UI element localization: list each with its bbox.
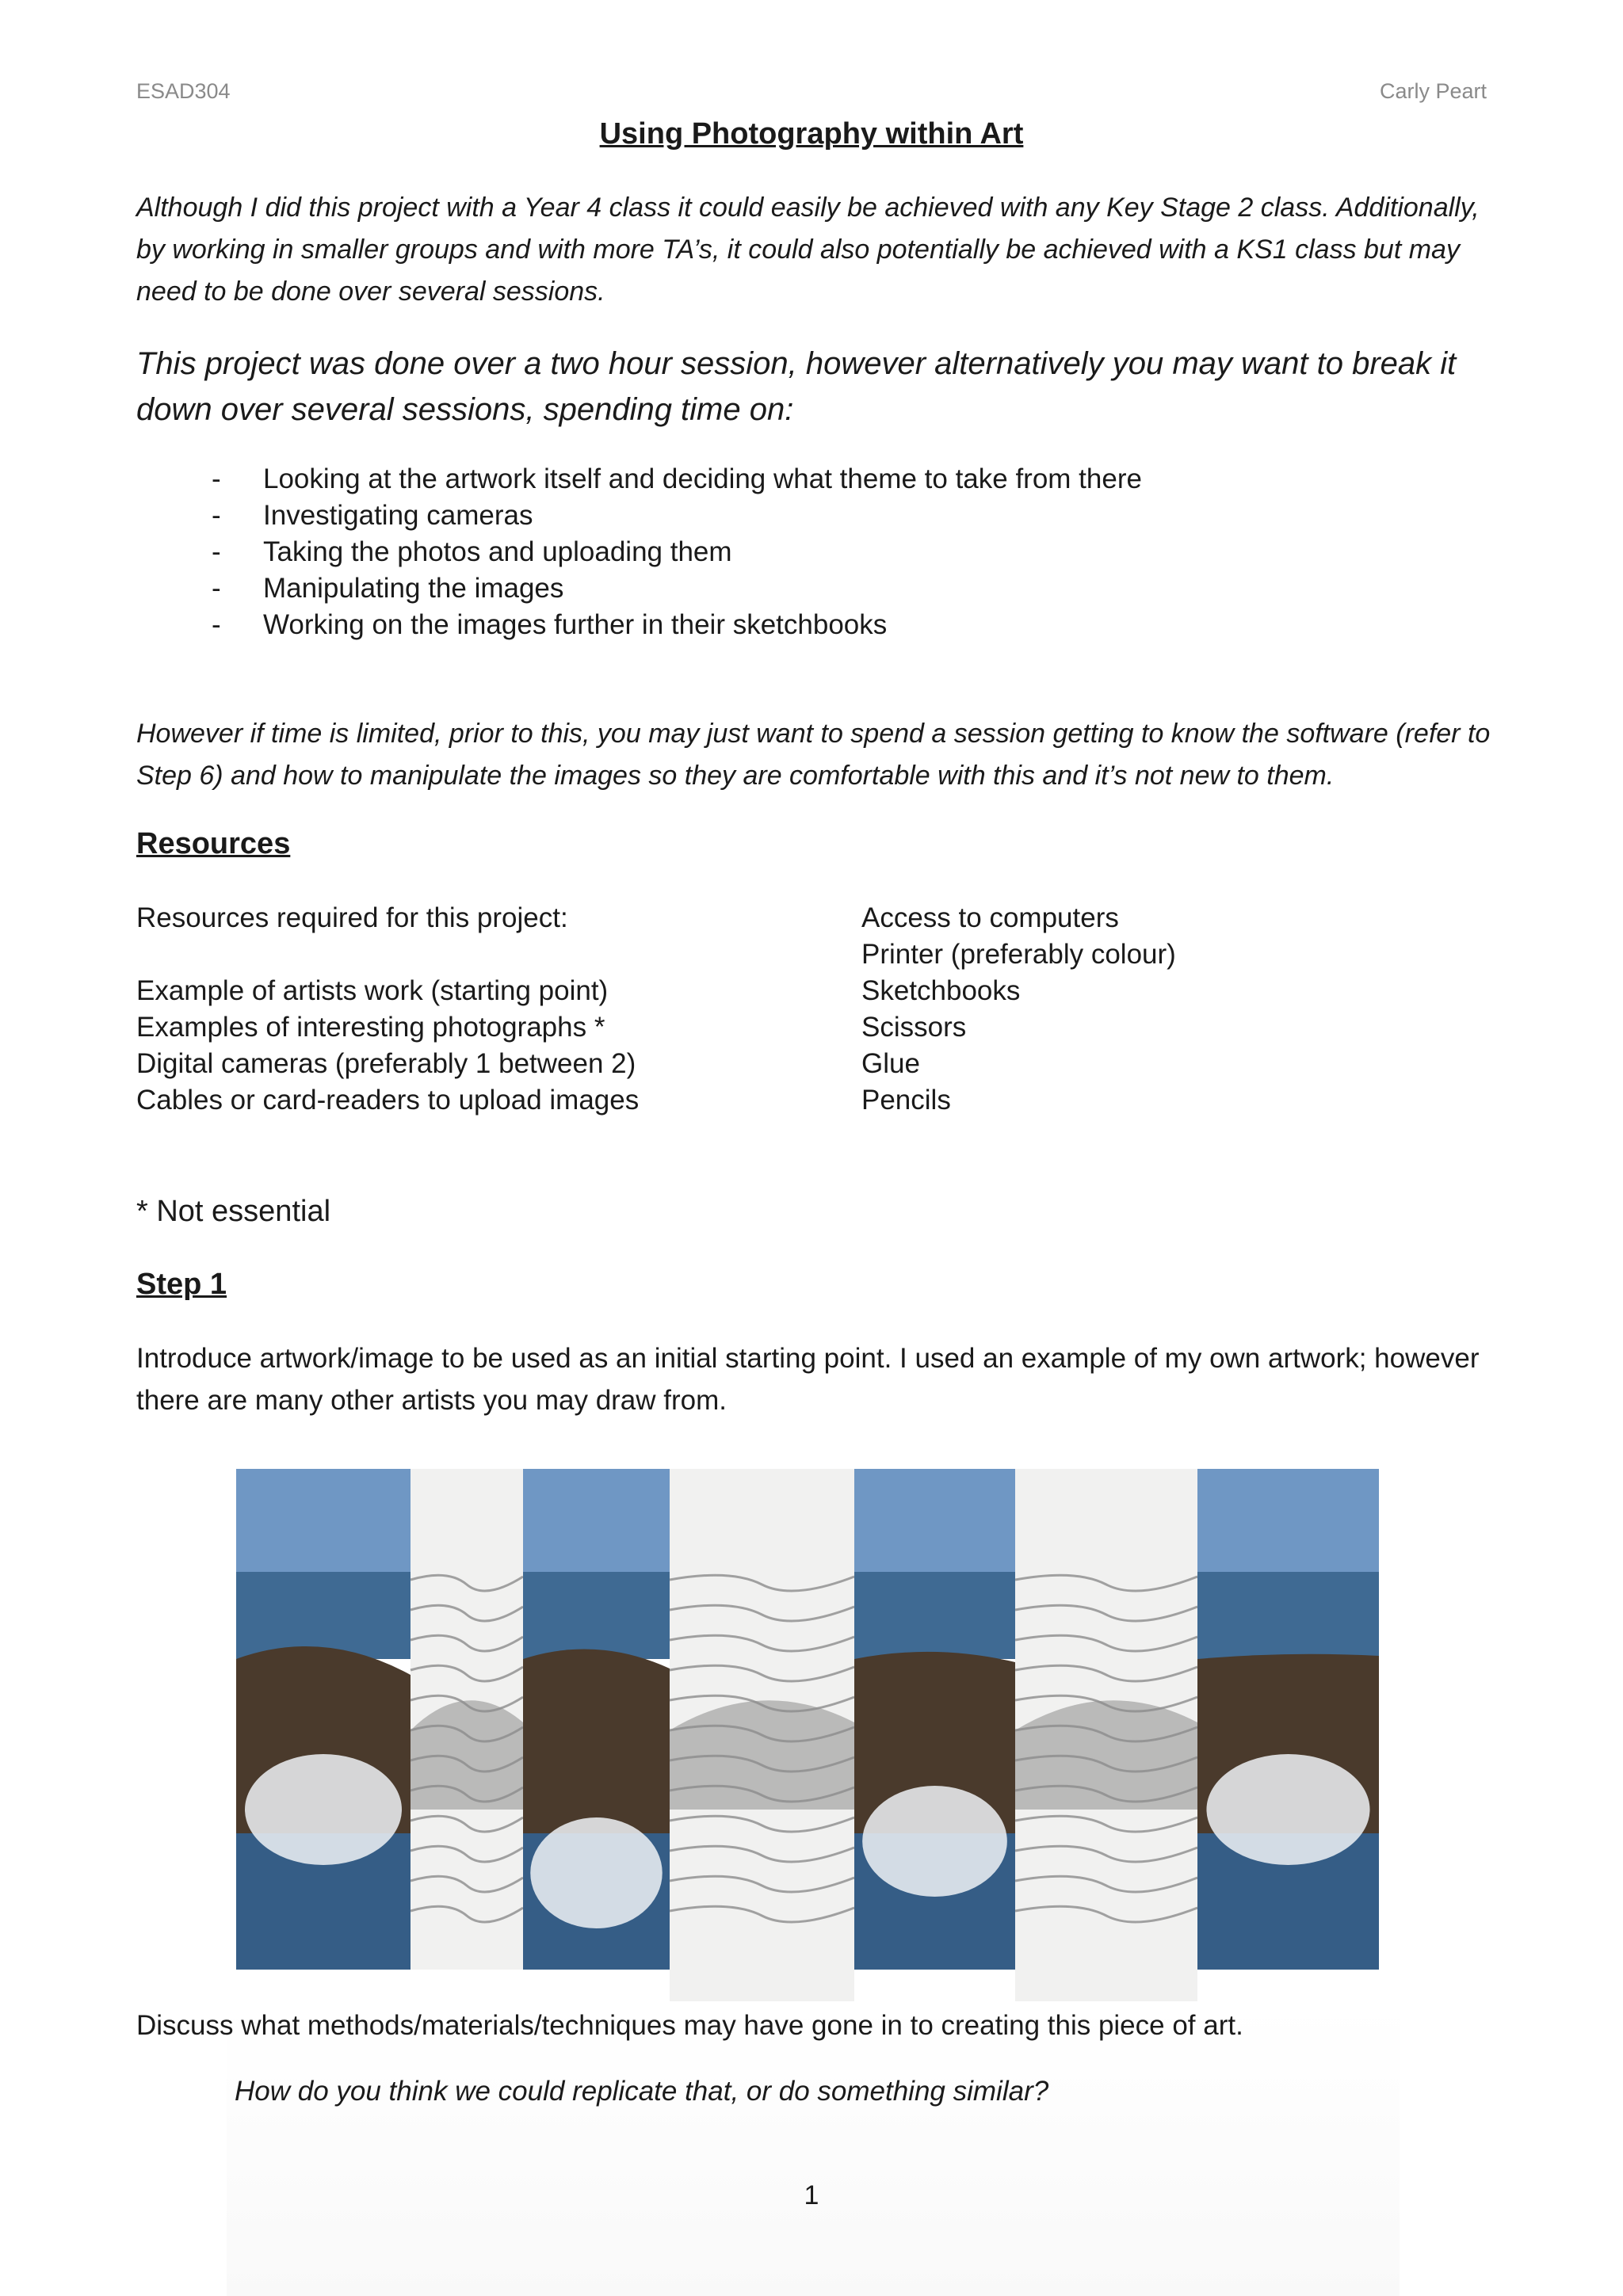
bullet-dash: -: [212, 463, 221, 494]
resources-spacer: [136, 936, 639, 973]
list-item: Digital cameras (preferably 1 between 2): [136, 1048, 636, 1079]
header-course-code: ESAD304: [136, 79, 231, 103]
artwork-image: [236, 1469, 1379, 2001]
photo-strip: [1197, 1469, 1379, 1970]
list-item-text: Working on the images further in their sketchbooks: [263, 609, 888, 640]
list-item: Access to computers: [861, 902, 1119, 933]
bullet-dash: -: [212, 536, 221, 567]
wave-foam: [530, 1817, 663, 1928]
list-item: Glue: [861, 1048, 920, 1079]
list-item: [136, 607, 1142, 643]
resources-heading: Resources: [136, 827, 291, 860]
photo-strip: [523, 1469, 670, 1970]
page-title: Using Photography within Art: [599, 117, 1024, 151]
step1-discuss: Discuss what methods/materials/techniques may have gone in to creating this piece of art.: [136, 2010, 1243, 2041]
list-item: Cables or card-readers to upload images: [136, 1085, 640, 1116]
step1-heading: Step 1: [136, 1268, 227, 1301]
list-item: Pencils: [861, 1085, 951, 1116]
sea: [854, 1572, 1015, 1659]
page-background-fade: [227, 2004, 1400, 2296]
sky: [236, 1469, 411, 1572]
photo-strip: [236, 1469, 411, 1970]
intro-paragraph: Although I did this project with a Year 4 class it could easily be achieved with any Key Stage 2 class. Additionally, by working in smaller groups and with more TA’s, it could also potentially be achieved with a KS1 class but may need to be done over several sessions.: [136, 193, 1480, 307]
list-item: Scissors: [861, 1012, 967, 1043]
pencil-rock: [1015, 1700, 1197, 1810]
list-item: [136, 534, 1142, 570]
rock: [523, 1650, 670, 1834]
list-item-text: Looking at the artwork itself and deciding what theme to take from there: [263, 463, 1142, 494]
sky: [523, 1469, 670, 1572]
list-item: [136, 461, 1142, 498]
list-item: [136, 498, 1142, 534]
photo-strip: [854, 1469, 1015, 1970]
list-item: [136, 570, 1142, 607]
bullet-dash: -: [212, 500, 221, 531]
drawing-strip: [411, 1469, 523, 1970]
wave-foam: [862, 1786, 1007, 1897]
list-item-text: Taking the photos and uploading them: [263, 536, 732, 567]
pencil-rock: [411, 1700, 523, 1810]
sea: [523, 1572, 670, 1659]
resources-right-column: [861, 900, 1176, 1119]
drawing-strip: [670, 1469, 854, 2001]
session-topic-list: [136, 461, 1142, 643]
resources-left-column: [136, 900, 639, 1119]
list-item-text: Investigating cameras: [263, 500, 533, 531]
wave-foam: [245, 1754, 402, 1865]
list-item: Printer (preferably colour): [861, 939, 1176, 970]
sky: [1197, 1469, 1379, 1572]
artwork-collage: [236, 1469, 1379, 2001]
list-item: Sketchbooks: [861, 975, 1021, 1006]
bullet-dash: -: [212, 609, 221, 640]
resources-intro: Resources required for this project:: [136, 902, 568, 933]
sky: [854, 1469, 1015, 1572]
list-item-text: Manipulating the images: [263, 573, 564, 604]
step1-intro: Introduce artwork/image to be used as an initial starting point. I used an example of my own artwork; however there are many other artists you may draw from.: [136, 1343, 1480, 1416]
sea: [236, 1572, 411, 1659]
drawing-strip: [1015, 1469, 1197, 2001]
pencil-rock: [670, 1700, 854, 1810]
step1-question: How do you think we could replicate that, or do something similar?: [235, 2076, 1049, 2107]
resources-note: * Not essential: [136, 1195, 331, 1228]
wave-foam: [1206, 1754, 1369, 1865]
time-limited-paragraph: However if time is limited, prior to this, you may just want to spend a session getting to know the software (refer to Step 6) and how to manipulate the images so they are comfortable with this and it’s not new to them.: [136, 719, 1491, 791]
header-author: Carly Peart: [1379, 79, 1487, 103]
list-item: Examples of interesting photographs *: [136, 1012, 605, 1043]
bullet-dash: -: [212, 573, 221, 604]
sea: [1197, 1572, 1379, 1659]
list-item: Example of artists work (starting point): [136, 975, 609, 1006]
page-number: 1: [804, 2180, 819, 2210]
session-paragraph: This project was done over a two hour session, however alternatively you may want to break it down over several sessions, spending time on:: [136, 346, 1457, 427]
